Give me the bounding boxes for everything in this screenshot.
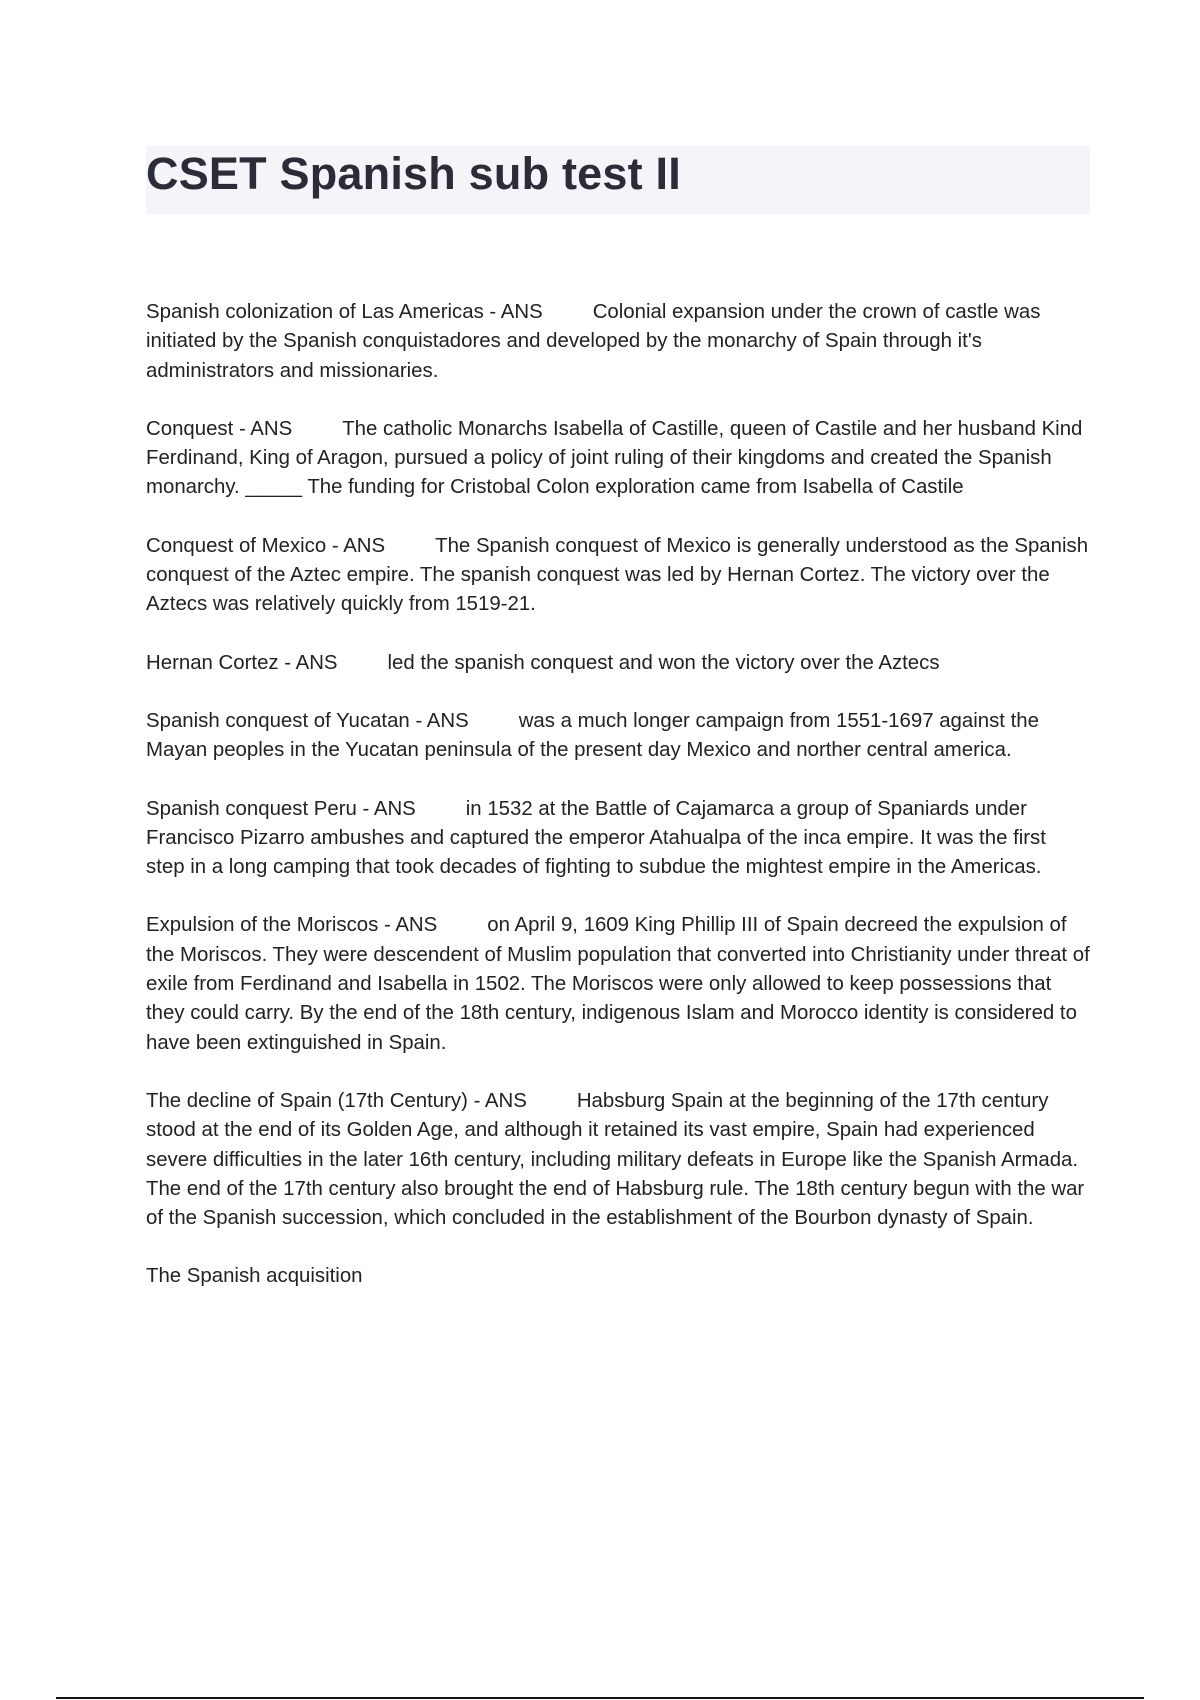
entry-definition: on April 9, 1609 King Phillip III of Spain decreed the expulsion of the Moriscos. They were descendent of Muslim population that converted into Christianity under threat of exile from Ferdinand and Isabella in 1502. The Moriscos were only allowed to keep possessions that they could carry. By the end of the 18th century, indigenous Islam and Morocco identity is considered to have been extinguished in Spain. <box>146 914 1090 1054</box>
entry-term: Expulsion of the Moriscos - ANS <box>146 914 438 937</box>
entry-term: Conquest of Mexico - ANS <box>146 534 386 557</box>
document-title: CSET Spanish sub test II <box>146 148 681 199</box>
flashcard-entry <box>146 649 1090 678</box>
entry-definition: Habsburg Spain at the beginning of the 17th century stood at the end of its Golden Age, and although it retained its vast empire, Spain had experienced severe difficulties in the later 16th century, including military defeats in Europe like the Spanish Armada. The end of the 17th century also brought the end of Habsburg rule. The 18th century begun with the war of the Spanish succession, which concluded in the establishment of the Bourbon dynasty of Spain. <box>146 1089 1085 1230</box>
entry-definition: was a much longer campaign from 1551-1697 against the Mayan peoples in the Yucatan peninsula of the present day Mexico and norther central america. <box>146 709 1039 762</box>
entry-definition: The Spanish conquest of Mexico is generally understood as the Spanish conquest of the Aztec empire. The spanish conquest was led by Hernan Cortez. The victory over the Aztecs was relatively quickly from 1519-21. <box>146 534 1089 616</box>
entry-definition: Colonial expansion under the crown of castle was initiated by the Spanish conquistadores and developed by the monarchy of Spain through it's administrators and missionaries. <box>146 301 1041 382</box>
entry-term: Hernan Cortez - ANS <box>146 651 338 674</box>
entry-term: Spanish conquest Peru - ANS <box>146 797 416 820</box>
entry-term: The Spanish acquisition <box>146 1265 363 1288</box>
entry-term: Conquest - ANS <box>146 417 293 440</box>
flashcard-entry <box>146 415 1090 503</box>
flashcard-list <box>146 298 1090 1321</box>
flashcard-entry <box>146 532 1090 620</box>
page-bottom-rule <box>56 1697 1144 1699</box>
entry-definition: in 1532 at the Battle of Cajamarca a group of Spaniards under Francisco Pizarro ambushes and captured the emperor Atahualpa of the inca empire. It was the first step in a long camping that took decades of fighting to subdue the mightest empire in the Americas. <box>146 797 1046 879</box>
flashcard-entry <box>146 707 1090 766</box>
flashcard-entry <box>146 1087 1090 1233</box>
entry-definition: led the spanish conquest and won the victory over the Aztecs <box>387 651 940 674</box>
entry-term: The decline of Spain (17th Century) - ANS <box>146 1089 527 1112</box>
entry-definition: The catholic Monarchs Isabella of Castille, queen of Castile and her husband Kind Ferdinand, King of Aragon, pursued a policy of joint ruling of their kingdoms and created the Spanish monarchy. _____ The funding for Cristobal Colon exploration came from Isabella of Castile <box>146 417 1083 499</box>
flashcard-entry <box>146 1262 1090 1291</box>
flashcard-entry <box>146 911 1090 1057</box>
flashcard-entry <box>146 795 1090 883</box>
entry-term: Spanish conquest of Yucatan - ANS <box>146 709 469 732</box>
entry-term: Spanish colonization of Las Americas - ANS <box>146 301 543 323</box>
flashcard-entry <box>146 298 1090 386</box>
